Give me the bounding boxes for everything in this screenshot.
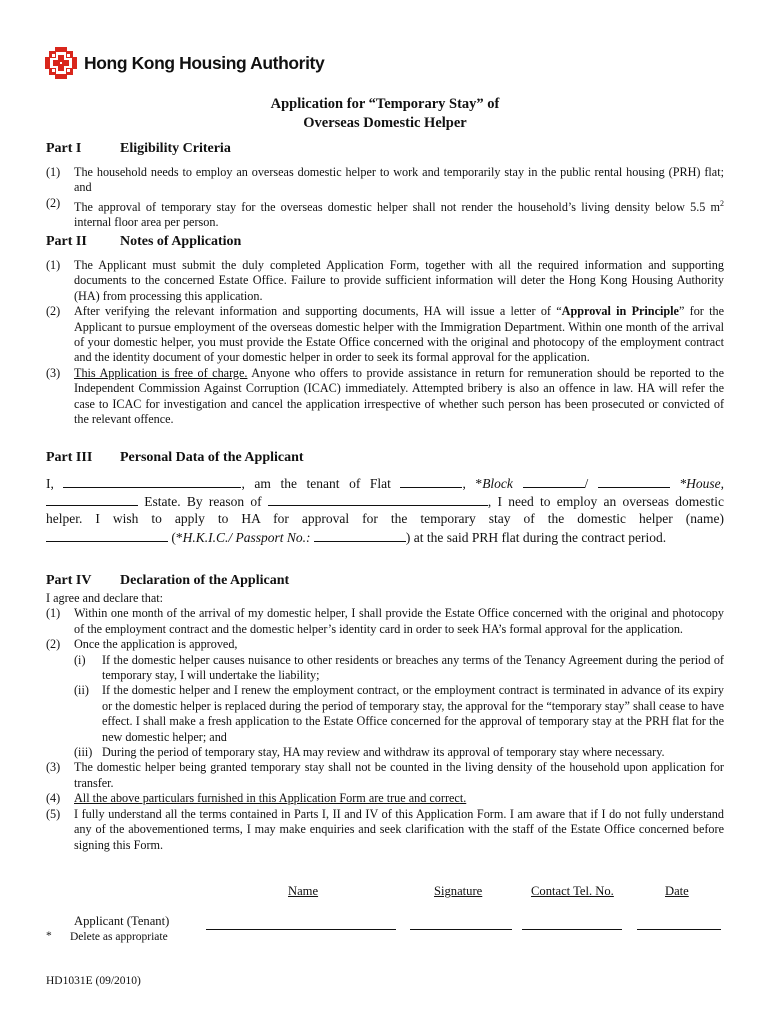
form-code: HD1031E (09/2010) bbox=[46, 975, 141, 987]
estate-field[interactable] bbox=[46, 492, 138, 506]
sub-item-text: If the domestic helper and I renew the employment contract, or the employment contract is terminated in advance of its expiry or the domestic helper is replaced during the period of temporary stay, the approval for the “temporary stay” shall cease to have effect. I shall make a fresh application to the Estate Office concerned for the approval of temporary stay at the PRH flat for the new domestic helper; and bbox=[102, 683, 724, 744]
part-3-title: Personal Data of the Applicant bbox=[120, 450, 304, 465]
part-3-heading bbox=[46, 450, 304, 466]
part-1-title: Eligibility Criteria bbox=[120, 141, 231, 156]
sub-item bbox=[74, 683, 724, 745]
house-field[interactable] bbox=[598, 474, 670, 488]
text-fragment: , I need to employ an overseas domestic helper. I wish to apply to HA for approval for the temporary stay of the domestic helper (name) bbox=[46, 494, 725, 527]
item-text: Within one month of the arrival of my domestic helper, I shall provide the Estate Office concerned with the original and photocopy of the employment contract and the domestic helper’s identity card in order to seek HA’s formal approval for the application. bbox=[74, 606, 724, 636]
part-1-label: Part I bbox=[46, 141, 82, 156]
list-item bbox=[46, 304, 724, 366]
form-title-line-2: Overseas Domestic Helper bbox=[303, 115, 467, 131]
sub-item-number: (i) bbox=[74, 652, 86, 667]
item-text-lead: Once the application is approved, bbox=[74, 637, 238, 652]
list-item bbox=[46, 366, 724, 428]
applicant-label: Applicant (Tenant) bbox=[74, 914, 170, 928]
item-number: (5) bbox=[46, 806, 61, 821]
tel-signature-line[interactable] bbox=[522, 929, 622, 930]
part-4-label: Part IV bbox=[46, 573, 92, 588]
text-fragment: , * bbox=[462, 476, 483, 491]
list-item bbox=[46, 196, 724, 231]
list-item bbox=[46, 760, 724, 791]
sub-item bbox=[74, 653, 724, 684]
true-and-correct-statement: All the above particulars furnished in this Application Form are true and correct. bbox=[74, 791, 467, 806]
text-fragment: (* bbox=[171, 529, 183, 545]
date-signature-line[interactable] bbox=[637, 929, 721, 930]
reason-field[interactable] bbox=[268, 492, 488, 506]
item-number: (1) bbox=[46, 258, 61, 272]
signature-line[interactable] bbox=[410, 929, 512, 930]
sub-item-number: (iii) bbox=[74, 745, 93, 760]
applicant-personal-data bbox=[46, 474, 724, 546]
item-text bbox=[74, 637, 724, 760]
item-number: (1) bbox=[46, 165, 61, 179]
approval-in-principle: Approval in Principle bbox=[561, 304, 679, 319]
text-fragment: Estate. By reason of bbox=[144, 494, 262, 510]
item-text-b: ” for the Applicant to pursue employment of the overseas domestic helper with the Immigration Department. Within one month of the arrival of your domestic helper, you must provide the Estate Office concerned with the original and photocopy of the employment contract and the identity document of your domestic helper in order to seek its formal approval for the application. bbox=[74, 304, 725, 365]
ha-emblem-icon bbox=[44, 46, 78, 80]
item-number: (2) bbox=[46, 304, 61, 319]
item-number: (3) bbox=[46, 760, 61, 775]
part-1-heading bbox=[46, 141, 231, 157]
signature-column-header: Signature bbox=[434, 884, 483, 898]
footnote-text: Delete as appropriate bbox=[70, 931, 168, 943]
name-column-header: Name bbox=[288, 884, 319, 898]
list-item bbox=[46, 606, 724, 637]
part-4-heading bbox=[46, 573, 289, 589]
list-item bbox=[46, 791, 724, 806]
form-title bbox=[0, 95, 770, 133]
item-text-a: The approval of temporary stay for the overseas domestic helper shall not render the household’s living density below 5.5 m bbox=[74, 199, 720, 214]
footnote-asterisk: * bbox=[46, 930, 52, 942]
part-1-list bbox=[46, 165, 724, 231]
ha-logo bbox=[44, 46, 324, 80]
text-fragment: ) at the said PRH flat during the contract period. bbox=[405, 529, 667, 545]
item-text: The household needs to employ an overseas domestic helper to work and temporarily stay in the public rental housing (PRH) flat; and bbox=[74, 165, 724, 195]
item-text bbox=[74, 304, 724, 366]
form-title-line-1: Application for “Temporary Stay” of bbox=[270, 96, 500, 112]
list-item bbox=[46, 807, 724, 853]
text-fragment: , bbox=[720, 476, 725, 491]
part-2-heading bbox=[46, 234, 241, 250]
date-column-header: Date bbox=[665, 884, 689, 898]
house-label: *House bbox=[679, 476, 721, 491]
free-of-charge-note: This Application is free of charge. bbox=[74, 365, 248, 380]
name-signature-line[interactable] bbox=[206, 929, 396, 930]
part-3-label: Part III bbox=[46, 450, 93, 465]
sub-item-text: During the period of temporary stay, HA may review and withdraw its approval of temporary stay where necessary. bbox=[102, 745, 665, 760]
item-number: (3) bbox=[46, 365, 61, 380]
part-2-list bbox=[46, 258, 724, 427]
declaration-intro: I agree and declare that: bbox=[46, 591, 164, 605]
applicant-name-field[interactable] bbox=[63, 474, 241, 488]
list-item bbox=[46, 165, 724, 196]
helper-name-field[interactable] bbox=[46, 528, 168, 542]
item-text-a: After verifying the relevant information and supporting documents, HA will issue a letter of “ bbox=[74, 304, 562, 319]
part-3-last-line bbox=[46, 528, 724, 546]
tel-column-header: Contact Tel. No. bbox=[531, 884, 614, 898]
part-2-label: Part II bbox=[46, 234, 87, 249]
id-label: H.K.I.C./ Passport No.: bbox=[182, 529, 311, 545]
item-text-b: internal floor area per person. bbox=[74, 215, 219, 230]
sub-item-text: If the domestic helper causes nuisance to other residents or breaches any terms of the Tenancy Agreement during the period of temporary stay, I will undertake the liability; bbox=[102, 652, 724, 683]
text-fragment: / bbox=[584, 476, 589, 491]
sub-item-number: (ii) bbox=[74, 683, 89, 698]
item-text-rest: Anyone who offers to provide assistance in return for remuneration should be reported to the Independent Commission Against Corruption (ICAC) immediately. Attempted bribery is also an offence in law. HA will refer the case to ICAC for investigation and cancel the application irrespective of whether such person has been prosecuted or convicted of the relevant offence. bbox=[74, 365, 724, 427]
block-field[interactable] bbox=[523, 474, 585, 488]
item-text: The Applicant must submit the duly completed Application Form, together with all the required information and supporting documents to the concerned Estate Office. Failure to provide sufficient information will deter the Hong Kong Housing Authority (HA) from processing this application. bbox=[74, 258, 724, 303]
item-text bbox=[74, 196, 724, 231]
part-4-list bbox=[46, 591, 724, 853]
item-text bbox=[74, 366, 724, 428]
part-2-title: Notes of Application bbox=[120, 234, 242, 249]
sub-item bbox=[74, 745, 724, 760]
item-number: (1) bbox=[46, 606, 61, 621]
text-fragment: I, bbox=[46, 476, 54, 491]
list-item bbox=[46, 258, 724, 304]
item-number: (4) bbox=[46, 791, 61, 806]
block-label: Block bbox=[482, 476, 513, 491]
org-name: Hong Kong Housing Authority bbox=[84, 52, 325, 73]
part-4-title: Declaration of the Applicant bbox=[120, 573, 290, 588]
id-number-field[interactable] bbox=[314, 528, 406, 542]
list-item bbox=[46, 637, 724, 760]
flat-field[interactable] bbox=[400, 474, 462, 488]
item-number: (2) bbox=[46, 637, 61, 652]
text-fragment: , am the tenant of Flat bbox=[241, 476, 391, 491]
superscript: 2 bbox=[720, 198, 724, 208]
item-text: The domestic helper being granted temporary stay shall not be counted in the living density of the household upon application for transfer. bbox=[74, 760, 724, 790]
item-text: I fully understand all the terms contained in Parts I, II and IV of this Application Form. I am aware that if I do not fully understand any of the abovementioned terms, I may make enquiries and seek clarification with the staff of the Estate Office concerned before signing this Form. bbox=[74, 806, 724, 852]
item-text bbox=[74, 791, 724, 806]
item-number: (2) bbox=[46, 195, 61, 210]
